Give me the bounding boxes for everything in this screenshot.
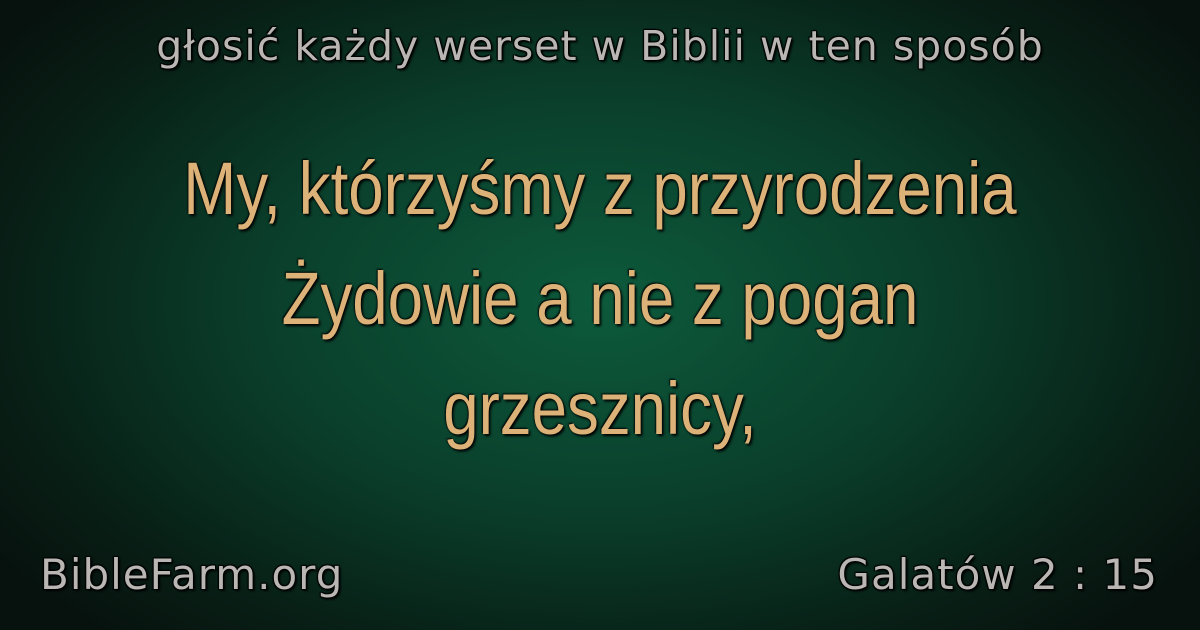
verse-text [136, 134, 1065, 464]
header-tagline: głosić każdy werset w Biblii w ten sposób [156, 22, 1044, 70]
verse-line-2: Żydowie a nie z pogan [281, 257, 919, 340]
verse-line-3: grzesznicy, [443, 367, 757, 450]
verse-line-1: My, którzyśmy z przyrodzenia [183, 147, 1017, 230]
site-name: BibleFarm.org [40, 550, 344, 599]
verse-reference: Galatów 2 : 15 [837, 550, 1158, 599]
